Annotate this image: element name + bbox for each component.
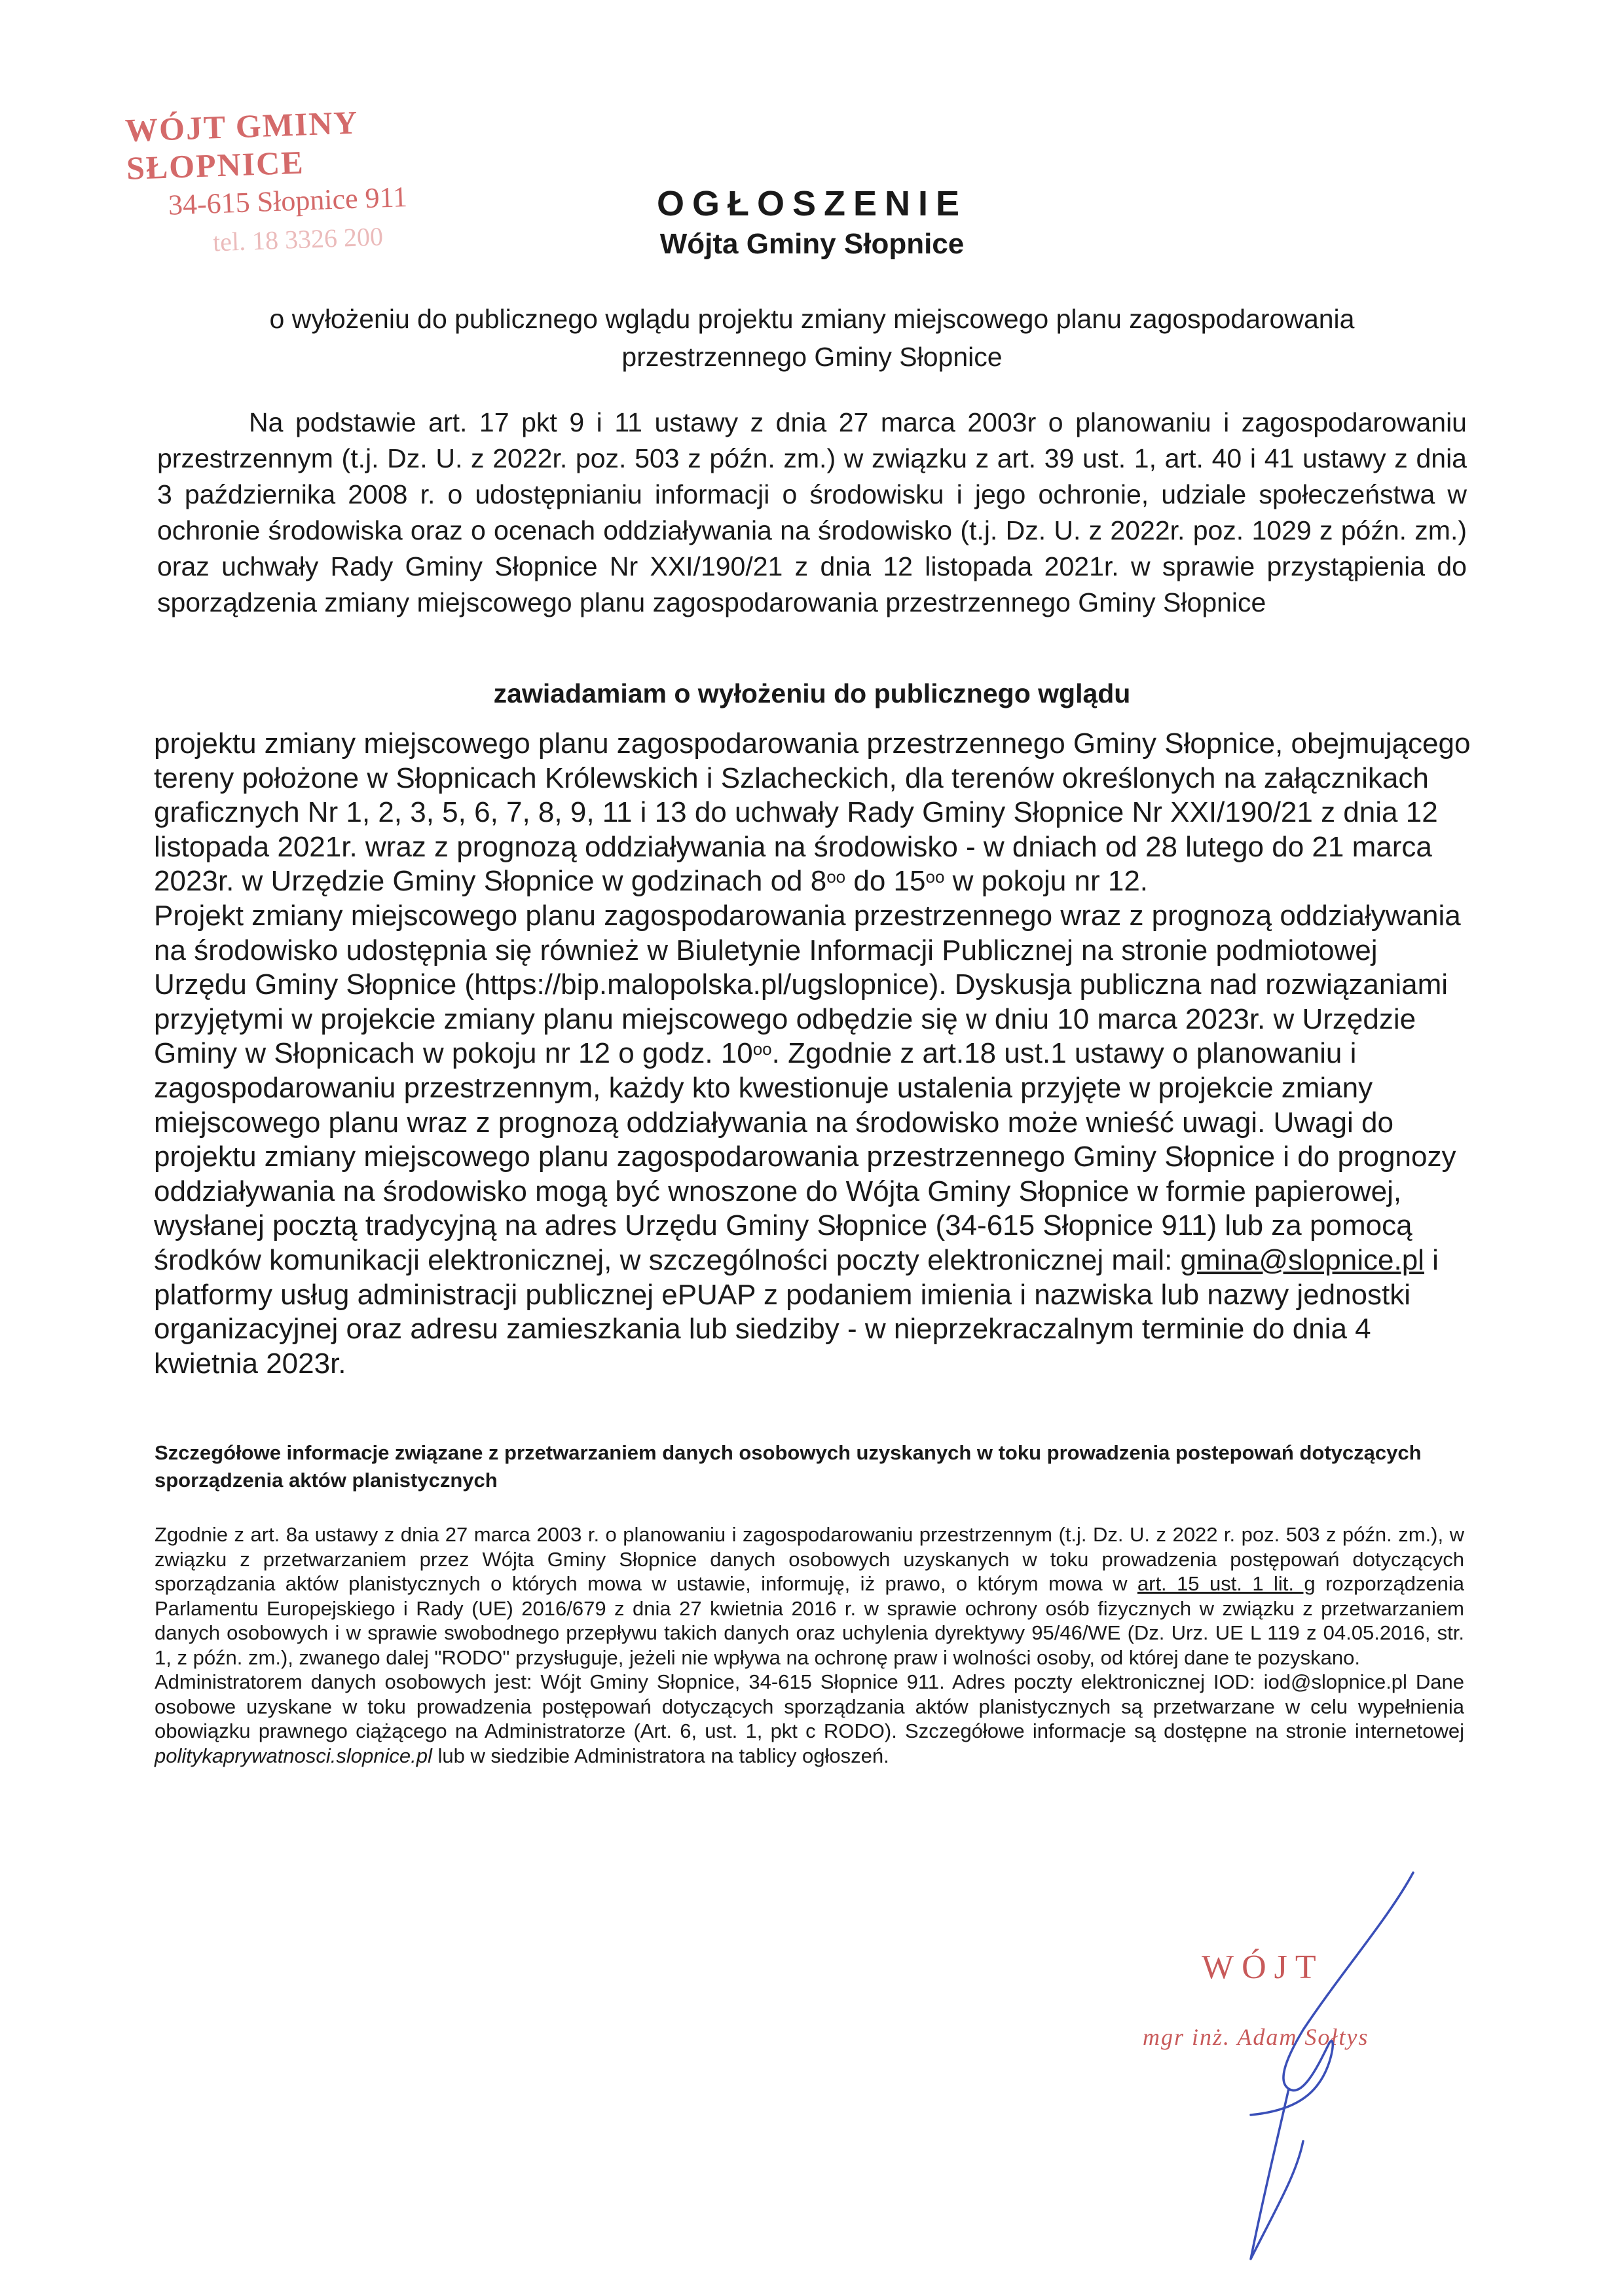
gdpr-heading: Szczegółowe informacje związane z przetwarzaniem danych osobowych uzyskanych w toku prowadzenia postepowań dotyczących sporządzenia aktów planistycznych — [155, 1441, 1422, 1492]
body-paragraph-1 — [154, 727, 1477, 899]
body-paragraph-2 — [154, 899, 1477, 1381]
superscript: oo — [826, 867, 846, 887]
superscript: oo — [925, 867, 945, 887]
body-text: i platformy usług administracji publicznej ePUAP z podaniem imienia i nazwiska lub nazwy jednostki organizacyjnej oraz adresu zamieszkania lub siedziby - w nieprzekraczalnym terminie do dnia 4 kwietnia 2023r. — [154, 1243, 1439, 1380]
signature-stroke — [1251, 1873, 1413, 2259]
handwritten-signature — [1205, 1866, 1454, 2272]
legal-basis-paragraph — [157, 405, 1467, 621]
document-title: OGŁOSZENIE — [656, 184, 968, 223]
notice-body — [154, 727, 1477, 1381]
body-text: Projekt zmiany miejscowego planu zagospodarowania przestrzennego wraz z prognozą oddziaływania na środowisko udostępnia się również w Biuletynie Informacji Publicznej na stronie podmiotowej Urzędu Gminy Słopnice (https://bip.malopolska.pl/ugslopnice). Dyskusja publiczna nad rozwiązaniami przyjętymi w projekcie zmiany planu miejscowego odbędzie się w dniu 10 marca 2023r. w Urzędzie Gminy w Słopnicach w pokoju nr 12 o godz. 10 — [154, 899, 1461, 1070]
gdpr-paragraph-2 — [155, 1670, 1464, 1768]
document-subtitle: Wójta Gminy Słopnice — [659, 228, 965, 260]
body-text: projektu zmiany miejscowego planu zagospodarowania przestrzennego Gminy Słopnice, obejmującego tereny położone w Słopnicach Królewskich i Szlacheckich, dla terenów określonych na załącznikach graficznych Nr 1, 2, 3, 5, 6, 7, 8, 9, 11 i 13 do uchwały Rady Gminy Słopnice Nr XXI/190/21 z dnia 12 listopada 2021r. wraz z prognozą oddziaływania na środowisko - w dniach od 28 lutego do 21 marca 2023r. w Urzędzie Gminy Słopnice w godzinach od 8 — [154, 727, 1471, 898]
body-text: . Zgodnie z art.18 ust.1 ustawy o planowaniu i zagospodarowaniu przestrzennym, każdy kto kwestionuje ustalenia przyjęte w projekcie zmiany miejscowego planu wraz z prognozą oddziaływania na środowisko może wnieść uwagi. Uwagi do projektu zmiany miejscowego planu zagospodarowania przestrzennego Gminy Słopnice i do prognozy oddziaływania na środowisko mogą być wnoszone do Wójta Gminy Słopnice w formie papierowej, wysłanej pocztą tradycyjną na adres Urzędu Gminy Słopnice (34-615 Słopnice 911) lub za pomocą środków komunikacji elektronicznej, w szczególności poczty elektronicznej mail: — [154, 1037, 1456, 1276]
signature-name-stamp: mgr inż. Adam Sołtys — [1143, 2024, 1369, 2050]
gdpr-section — [155, 1522, 1464, 1768]
gdpr-text: rozporządzenia Parlamentu Europejskiego i Rady (UE) 2016/679 z dnia 27 kwietnia 2016 r. w sprawie ochrony osób fizycznych w związku z przetwarzaniem danych osobowych i w sprawie swobodnego przepływu takich danych oraz uchylenia dyrektywy 95/46/WE (Dz. Urz. UE L 119 z 04.05.2016, str. 1, z późn. zm.), zwanego dalej "RODO" przysługuje, jeżeli nie wpływa na ochronę praw i wolności osoby, od której dane te pozyskano. — [155, 1572, 1464, 1669]
email-link[interactable]: gmina@slopnice.pl — [1180, 1243, 1424, 1276]
gdpr-text: Administratorem danych osobowych jest: Wójt Gminy Słopnice, 34-615 Słopnice 911. Adres poczty elektronicznej IOD: iod@slopnice.pl Dane osobowe uzyskane w toku prowadzenia postępowań dotyczących sporządzania aktów planistycznych są przetwarzane w celu wypełnienia obowiązku prawnego ciążącego na Administratorze (Art. 6, ust. 1, pkt c RODO). Szczegółowe informacje są dostępne na stronie internetowej — [155, 1670, 1464, 1742]
signature-title-stamp: WÓJT — [1202, 1949, 1324, 1986]
document-lead: o wyłożeniu do publicznego wglądu projektu zmiany miejscowego planu zagospodarowania przestrzennego Gminy Słopnice — [269, 304, 1355, 372]
stamp-address: 34-615 Słopnice 911 — [168, 181, 408, 221]
regulation-link[interactable]: art. 15 ust. 1 lit. g — [1137, 1572, 1316, 1595]
superscript: oo — [752, 1039, 772, 1059]
stamp-office-name: WÓJT GMINY SŁOPNICE — [124, 103, 358, 187]
gdpr-text: lub w siedzibie Administratora na tablicy ogłoszeń. — [432, 1744, 889, 1767]
notice-heading: zawiadamiam o wyłożeniu do publicznego wglądu — [493, 678, 1131, 708]
body-text: w pokoju nr 12. — [944, 865, 1149, 898]
privacy-website: politykaprywatnosci.slopnice.pl — [155, 1744, 432, 1767]
body-text: do 15 — [845, 865, 926, 898]
legal-basis-text: Na podstawie art. 17 pkt 9 i 11 ustawy z dnia 27 marca 2003r o planowaniu i zagospodarowaniu przestrzennym (t.j. Dz. U. z 2022r. poz. 503 z późn. zm.) w związku z art. 39 ust. 1, art. 40 i 41 ustawy z dnia 3 października 2008 r. o udostępnianiu informacji o środowisku i jego ochronie, udziale społeczeństwa w ochronie środowiska oraz o ocenach oddziaływania na środowisko (t.j. Dz. U. z 2022r. poz. 1029 z późn. zm.) oraz uchwały Rady Gminy Słopnice Nr XXI/190/21 z dnia 12 listopada 2021r. w sprawie przystąpienia do sporządzenia zmiany miejscowego planu zagospodarowania przestrzennego Gminy Słopnice — [157, 407, 1467, 617]
stamp-phone: tel. 18 3326 200 — [212, 221, 384, 257]
gdpr-text: Zgodnie z art. 8a ustawy z dnia 27 marca 2003 r. o planowaniu i zagospodarowaniu przestrzennym (t.j. Dz. U. z 2022 r. poz. 503 z późn. zm.), w związku z przetwarzaniem przez Wójta Gminy Słopnice danych osobowych uzyskanych w toku prowadzenia postępowań dotyczących sporządzania aktów planistycznych o których mowa w ustawie, informuję, iż prawo, o którym mowa w — [155, 1523, 1464, 1595]
gdpr-paragraph-1 — [155, 1522, 1464, 1670]
